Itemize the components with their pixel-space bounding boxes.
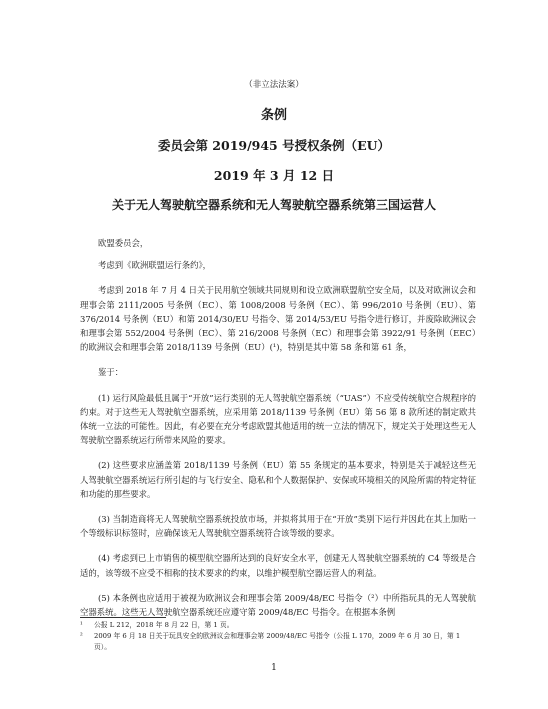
document-type-title: 条例 xyxy=(260,108,287,123)
recital-regulation: 考虑到 2018 年 7 月 4 日关于民用航空领域共同规则和设立欧洲联盟航空安全局，以及对欧洲议会和理事会第 2111/2005 号条例（EC）、第 1008/2008 号条例（EC）、第 996/2010 号条例（EU）、第 376/2014 号条例（EU）和第 2014/30/EU 号指令、第 2014/53/EU 号指令进行修订，并废除欧洲议会和理事会第 552/2004 号条例（EC）、第 216/2008 号条例（EC）和理事会第 3922/91 号条例（EEC）的欧洲议会和理事会第 2018/1139 号条例（EU）(¹)，特别是其中第 58 条和第 61 条， xyxy=(80,285,476,353)
footnote-number: ¹ xyxy=(80,621,83,629)
regulation-date: 2019 年 3 月 12 日 xyxy=(213,168,335,183)
document-body xyxy=(80,236,476,619)
footnotes xyxy=(80,620,476,653)
footnote-text: 公报 L 212，2018 年 8 月 22 日，第 1 页。 xyxy=(94,621,234,629)
salutation: 欧盟委员会， xyxy=(98,238,149,248)
recital-paragraph-4: (4) 考虑到已上市销售的模型航空器所达到的良好安全水平，创建无人驾驶航空器系统的 C4 等级是合适的，该等级不应受不相称的技术要求的约束，以维护模型航空器运营人的利益。 xyxy=(80,553,476,578)
page-number: 1 xyxy=(271,663,277,673)
recital-paragraph-3: (3) 当制造商将无人驾驶航空器系统投放市场，并拟将其用于在“开放”类别下运行并因此在其上加贴一个等级标识标签时，应确保该无人驾驶航空器系统符合该等级的要求。 xyxy=(80,514,476,539)
footnote-text: 2009 年 6 月 18 日关于玩具安全的欧洲议会和理事会第 2009/48/EC 号指令（公报 L 170，2009 年 6 月 30 日，第 1 页）。 xyxy=(94,632,461,651)
non-legislative-note: （非立法法案） xyxy=(244,80,304,90)
regulation-number: 委员会第 2019/945 号授权条例（EU） xyxy=(157,138,391,153)
regulation-subject: 关于无人驾驶航空器系统和无人驾驶航空器系统第三国运营人 xyxy=(111,198,436,212)
whereas-heading: 鉴于： xyxy=(98,367,124,378)
footnote-2 xyxy=(80,631,476,653)
footnote-divider xyxy=(80,617,166,618)
footnote-1 xyxy=(80,620,476,631)
recital-paragraph-1: (1) 运行风险最低且属于“开放”运行类别的无人驾驶航空器系统（“UAS”）不应受传统航空合规程序的约束。对于这些无人驾驶航空器系统，应采用第 2018/1139 号条例（EU）第 56 第 8 款所述的制定欧共体统一立法的可能性。因此，有必要在充分考虑欧盟其他适用的统一立法的情况下，规定关于处理这些无人驾驶航空器系统运行所带来风险的要求。 xyxy=(80,392,476,446)
recital-paragraph-5: (5) 本条例也应适用于被视为欧洲议会和理事会第 2009/48/EC 号指令（²）中所指玩具的无人驾驶航空器系统。这些无人驾驶航空器系统还应遵守第 2009/48/EC 号指令。在根据本条例 xyxy=(80,592,476,618)
recital-paragraph-2: (2) 这些要求应涵盖第 2018/1139 号条例（EU）第 55 条规定的基本要求，特别是关于减轻这些无人驾驶航空器系统运行所引起的与飞行安全、隐私和个人数据保护、安保或环境相关的风险所需的特定特征和功能的那些要求。 xyxy=(80,460,476,499)
recital-treaty: 考虑到《欧洲联盟运行条约》， xyxy=(98,260,212,271)
footnote-number: ² xyxy=(80,632,83,640)
